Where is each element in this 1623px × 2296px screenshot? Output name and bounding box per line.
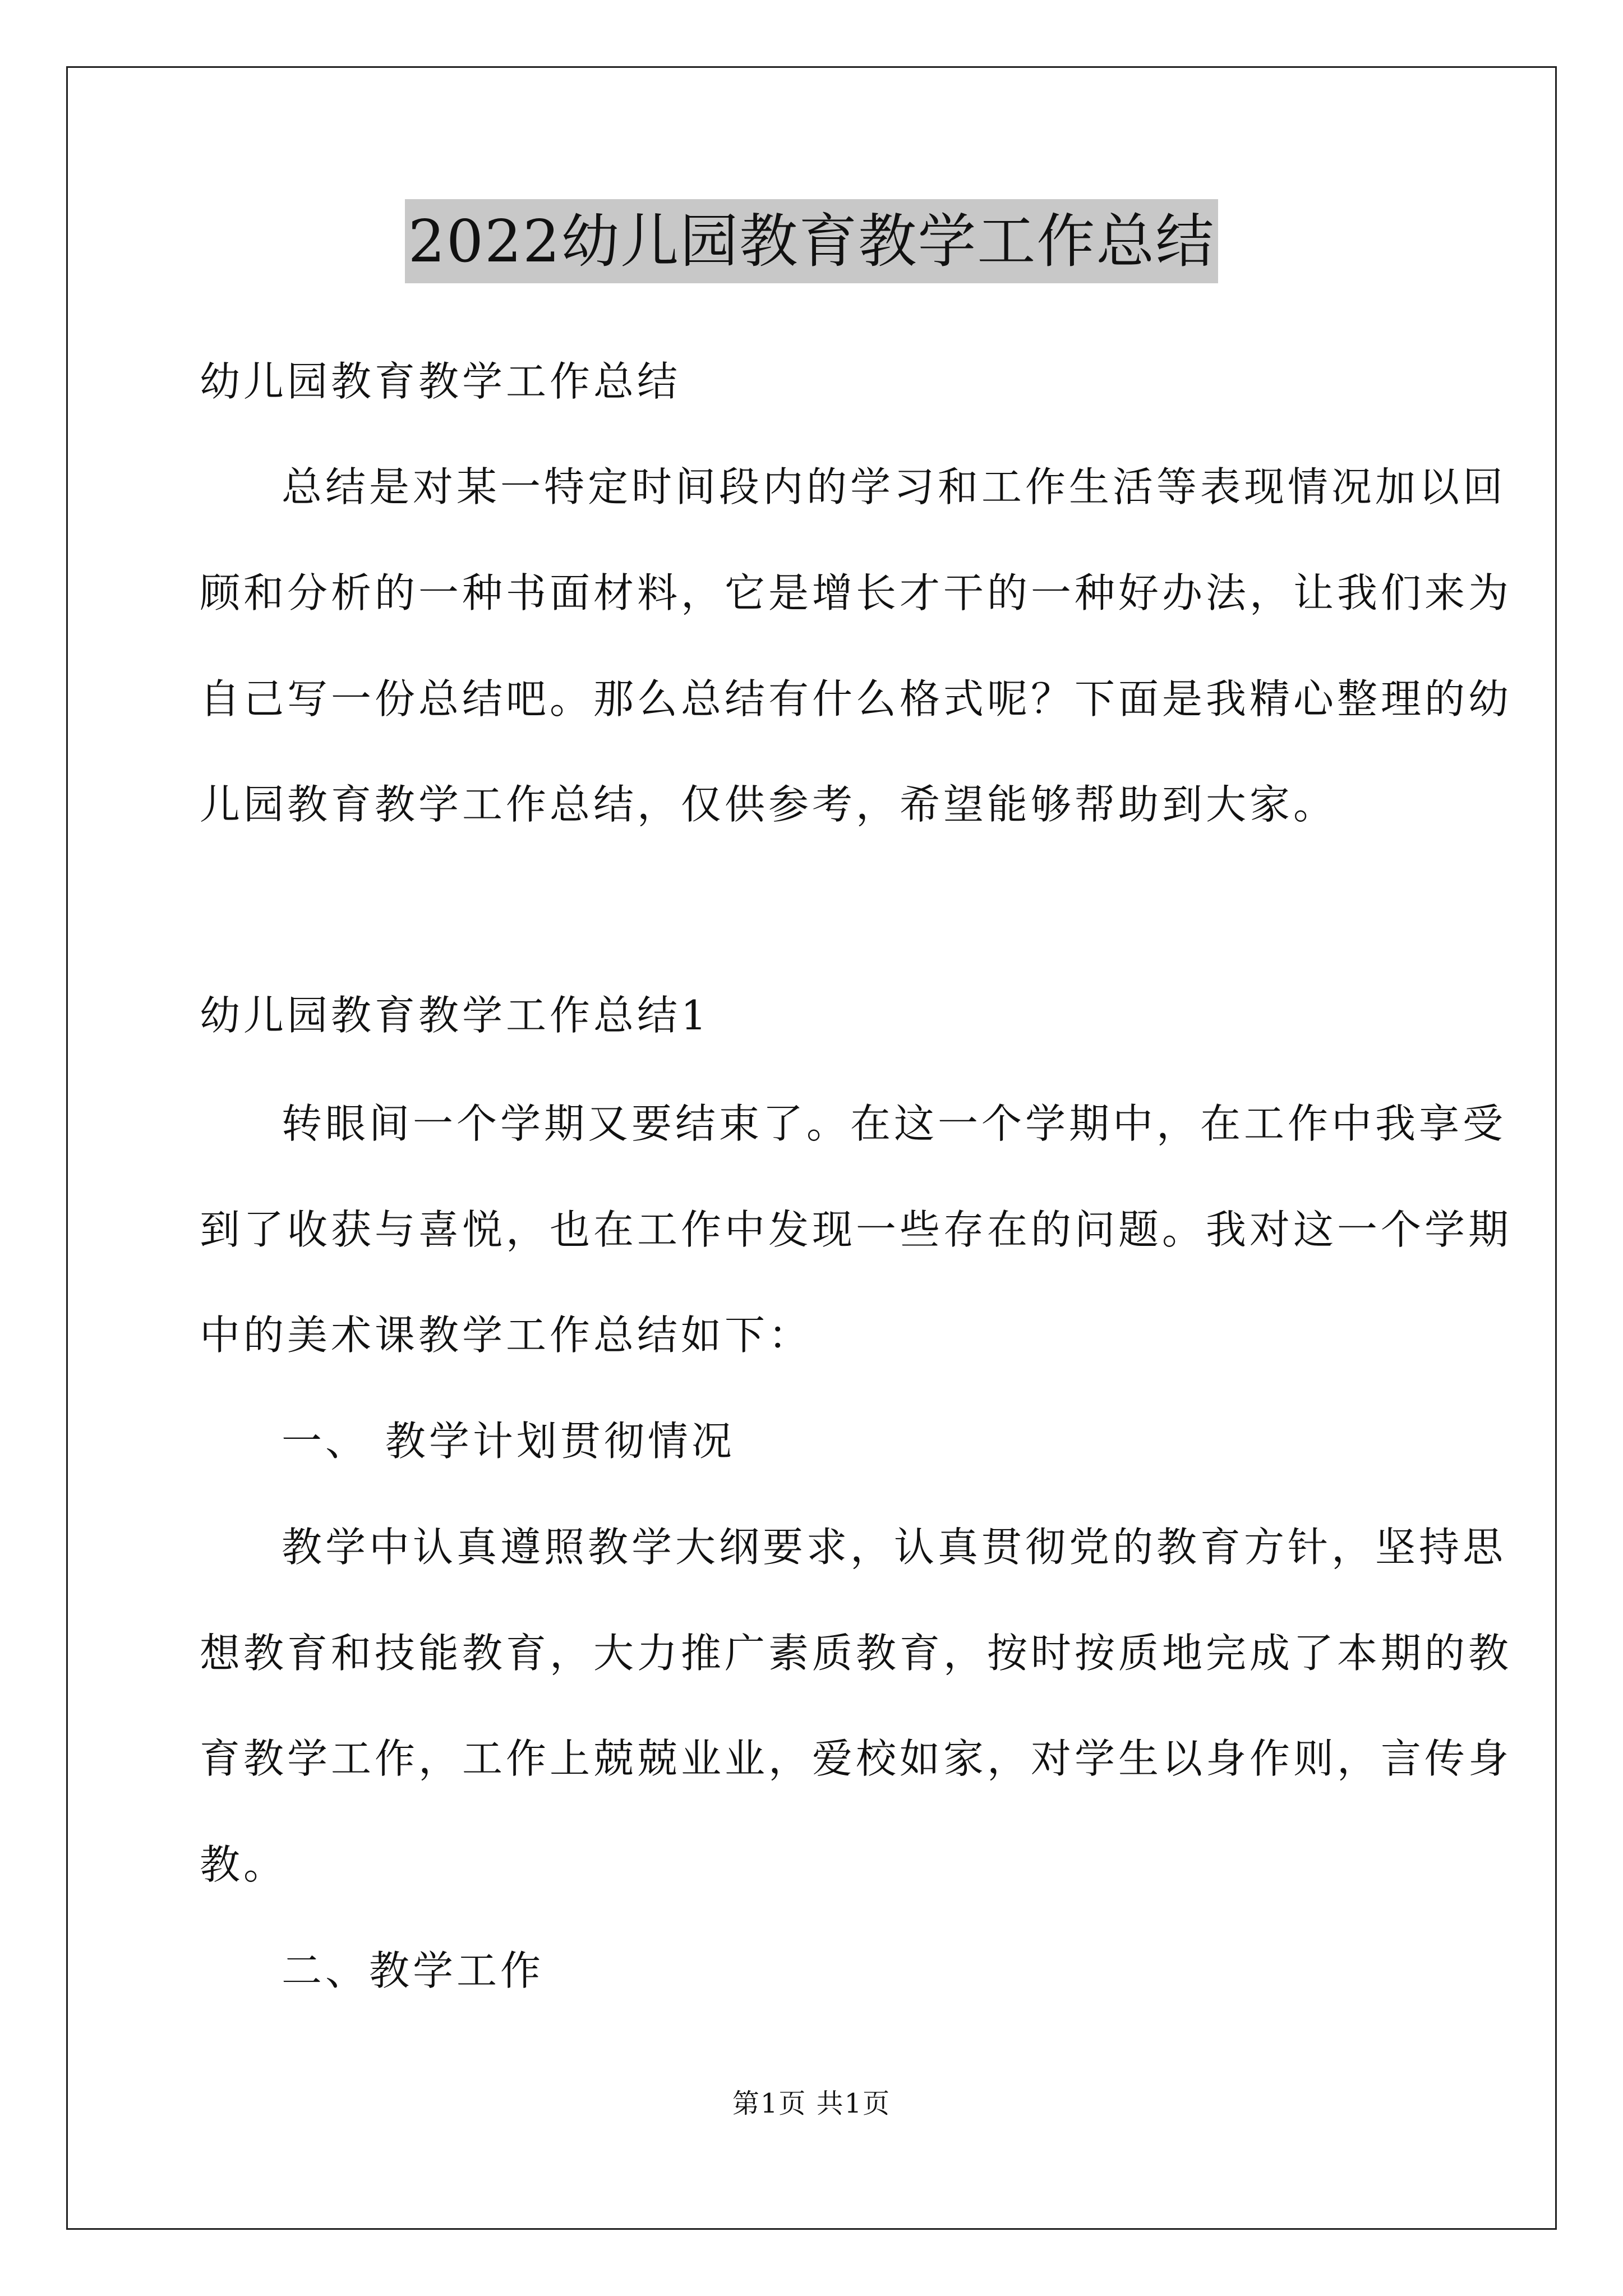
document-title: 2022幼儿园教育教学工作总结: [405, 199, 1219, 283]
subtitle: 幼儿园教育教学工作总结: [200, 358, 681, 405]
body-line-2: 到了收获与喜悦，也在工作中发现一些存在的问题。我对这一个学期: [200, 1206, 1513, 1253]
intro-line-4: 儿园教育教学工作总结，仅供参考，希望能够帮助到大家。: [200, 781, 1338, 828]
body-line-3: 中的美术课教学工作总结如下：: [200, 1312, 813, 1359]
intro-line-3: 自己写一份总结吧。那么总结有什么格式呢？下面是我精心整理的幼: [200, 675, 1513, 723]
page-footer: 第1页 共1页: [732, 2088, 891, 2119]
body-line-7: 教。: [200, 1841, 288, 1888]
section-heading-1: 幼儿园教育教学工作总结1: [200, 992, 710, 1039]
body-line-6: 育教学工作，工作上兢兢业业，爱校如家，对学生以身作则，言传身: [200, 1735, 1513, 1782]
subheading-2: 二、教学工作: [282, 1947, 545, 1994]
subheading-1: 一、 教学计划贯彻情况: [282, 1418, 735, 1465]
intro-line-1: 总结是对某一特定时间段内的学习和工作生活等表现情况加以回: [282, 463, 1507, 510]
body-line-5: 想教育和技能教育，大力推广素质教育，按时按质地完成了本期的教: [200, 1630, 1513, 1677]
intro-line-2: 顾和分析的一种书面材料，它是增长才干的一种好办法，让我们来为: [200, 569, 1513, 616]
body-line-4: 教学中认真遵照教学大纲要求，认真贯彻党的教育方针，坚持思: [282, 1524, 1507, 1571]
title-wrap: [0, 199, 1623, 283]
body-line-1: 转眼间一个学期又要结束了。在这一个学期中，在工作中我享受: [282, 1100, 1507, 1147]
